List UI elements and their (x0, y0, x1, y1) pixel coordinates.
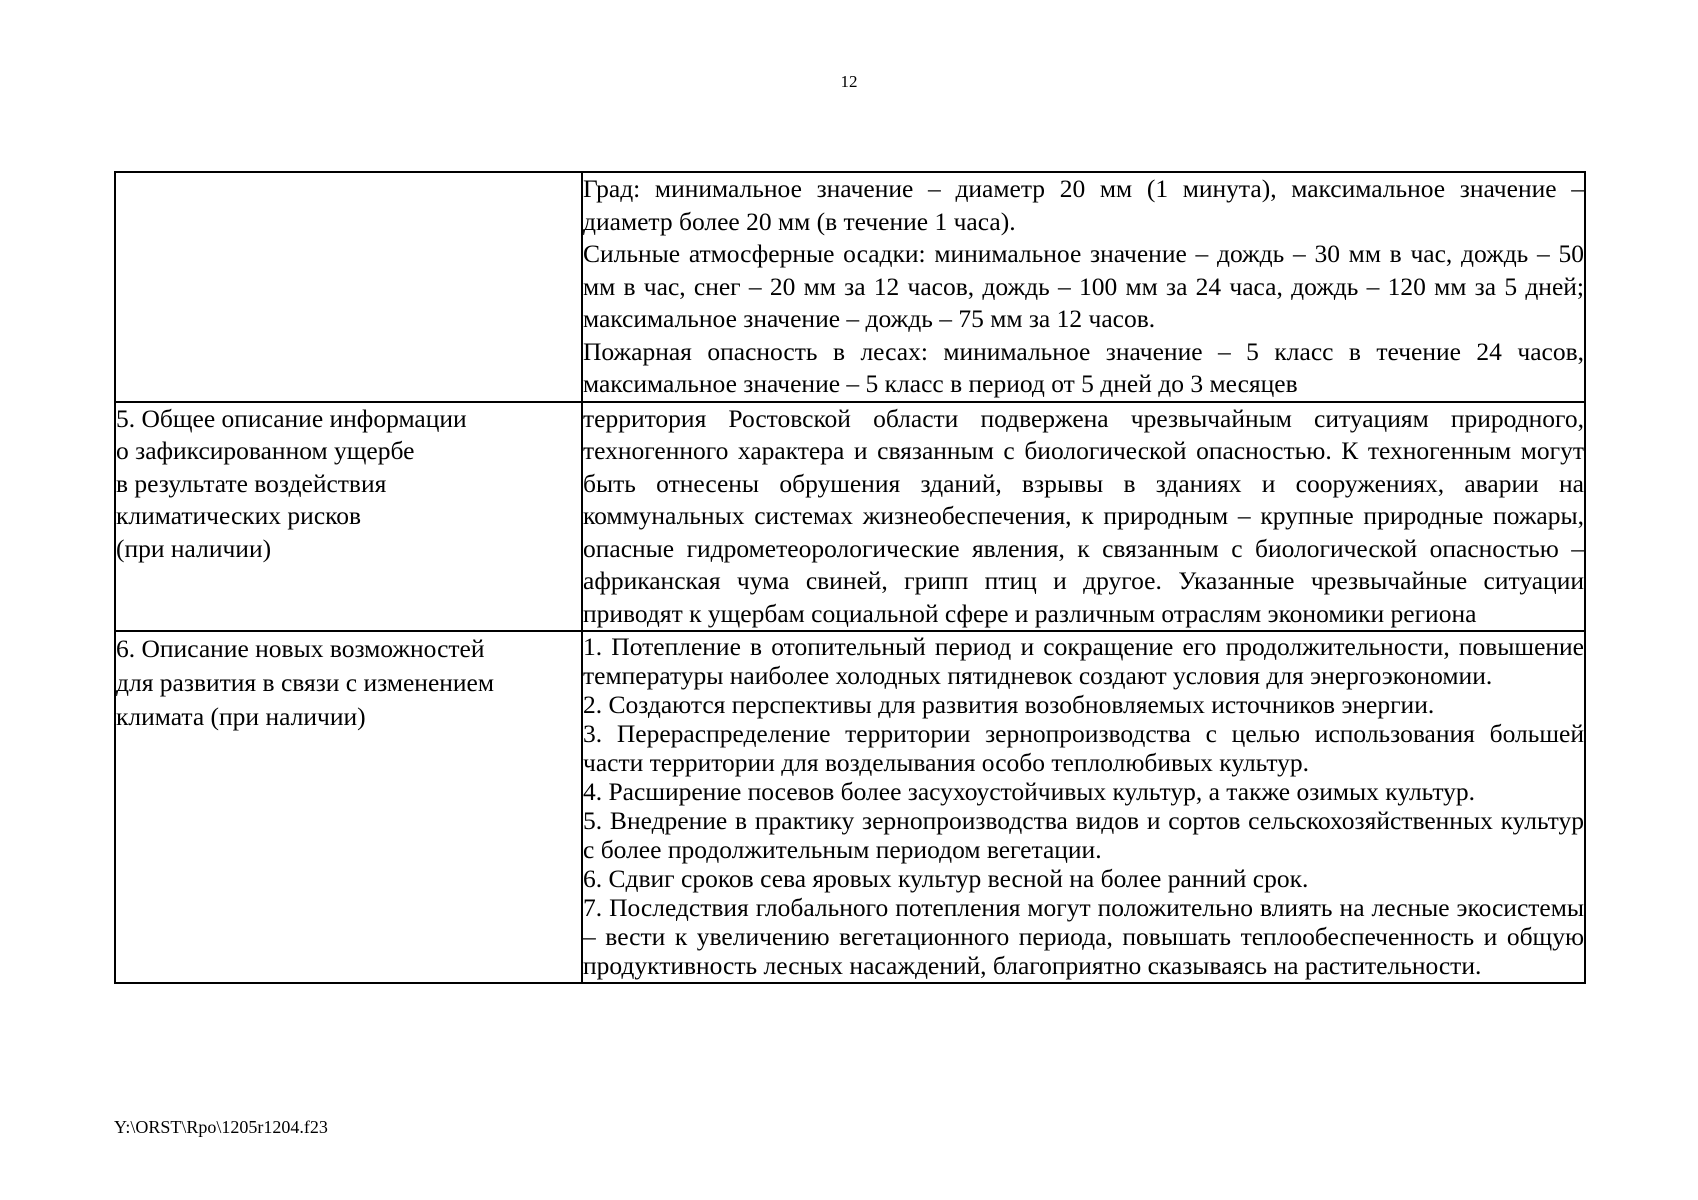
table-row (115, 402, 1585, 632)
label-line: 6. Описание новых возможностей (116, 634, 485, 663)
label-line: о зафиксированном ущербе (116, 436, 415, 465)
paragraph-damage-description: территория Ростовской области подвержена чрезвычайным ситуациям природного, техногенного характера и связанным с биологической опасностью. К техногенным могут быть отнесены обрушения зданий, взрывы в зданиях и сооружениях, аварии на коммунальных системах жизнеобеспечения, к природным – крупные природные пожары, опасные гидрометеорологические явления, к связанным с биологической опасностью – африканская чума свиней, грипп птиц и другое. Указанные чрезвычайные ситуации приводят к ущербам социальной сфере и различным отраслям экономики региона (583, 403, 1584, 628)
row-content-cell (582, 172, 1585, 402)
footer-file-path: Y:\ORST\Rpo\1205r1204.f23 (114, 1117, 328, 1137)
content-table (114, 171, 1586, 984)
label-line: (при наличии) (116, 533, 272, 563)
page-number: 12 (840, 72, 858, 91)
label-line: в результате воздействия (116, 468, 387, 498)
row-label-cell (115, 631, 582, 983)
row-content-cell (582, 631, 1585, 983)
list-item: 4. Расширение посевов более засухоустойчивых культур, а также озимых культур. (583, 777, 1476, 806)
list-item: 3. Перераспределение территории зернопроизводства с целью использования большей части территории для возделывания особо теплолюбивых культур. (583, 719, 1584, 777)
table-row (115, 172, 1585, 402)
list-item: 1. Потепление в отопительный период и сокращение его продолжительности, повышение температуры наиболее холодных пятидневок создают условия для энергоэкономии. (583, 632, 1584, 690)
table-row (115, 631, 1585, 983)
row-content-cell (582, 402, 1585, 632)
list-item: 6. Сдвиг сроков сева яровых культур весной на более ранний срок. (583, 864, 1309, 893)
label-line: климатических рисков (116, 501, 362, 530)
label-line: для развития в связи с изменением (116, 668, 495, 697)
row-label-cell (115, 402, 582, 632)
paragraph-hail: Град: минимальное значение – диаметр 20 мм (1 минута), максимальное значение – диаметр более 20 мм (в течение 1 часа). (583, 174, 1584, 236)
list-item: 7. Последствия глобального потепления могут положительно влиять на лесные экосистемы – вести к увеличению вегетационного периода, повышать теплообеспеченность и общую продуктивность лесных насаждений, благоприятно сказываясь на растительности. (583, 893, 1584, 980)
label-line: 5. Общее описание информации (116, 403, 467, 433)
paragraph-precipitation: Сильные атмосферные осадки: минимальное значение – дождь – 30 мм в час, дождь – 50 мм в час, снег – 20 мм за 12 часов, дождь – 100 мм за 24 часа, дождь – 120 мм за 5 дней; максимальное значение – дождь – 75 мм за 12 часов. (583, 239, 1584, 333)
label-line: климата (при наличии) (116, 702, 366, 731)
list-item: 2. Создаются перспективы для развития возобновляемых источников энергии. (583, 690, 1435, 719)
row-label-cell (115, 172, 582, 402)
paragraph-fire-danger: Пожарная опасность в лесах: минимальное значение – 5 класс в течение 24 часов, максимальное значение – 5 класс в период от 5 дней до 3 месяцев (583, 336, 1584, 398)
list-item: 5. Внедрение в практику зернопроизводства видов и сортов сельскохозяйственных культур с более продолжительным периодом вегетации. (583, 806, 1584, 864)
